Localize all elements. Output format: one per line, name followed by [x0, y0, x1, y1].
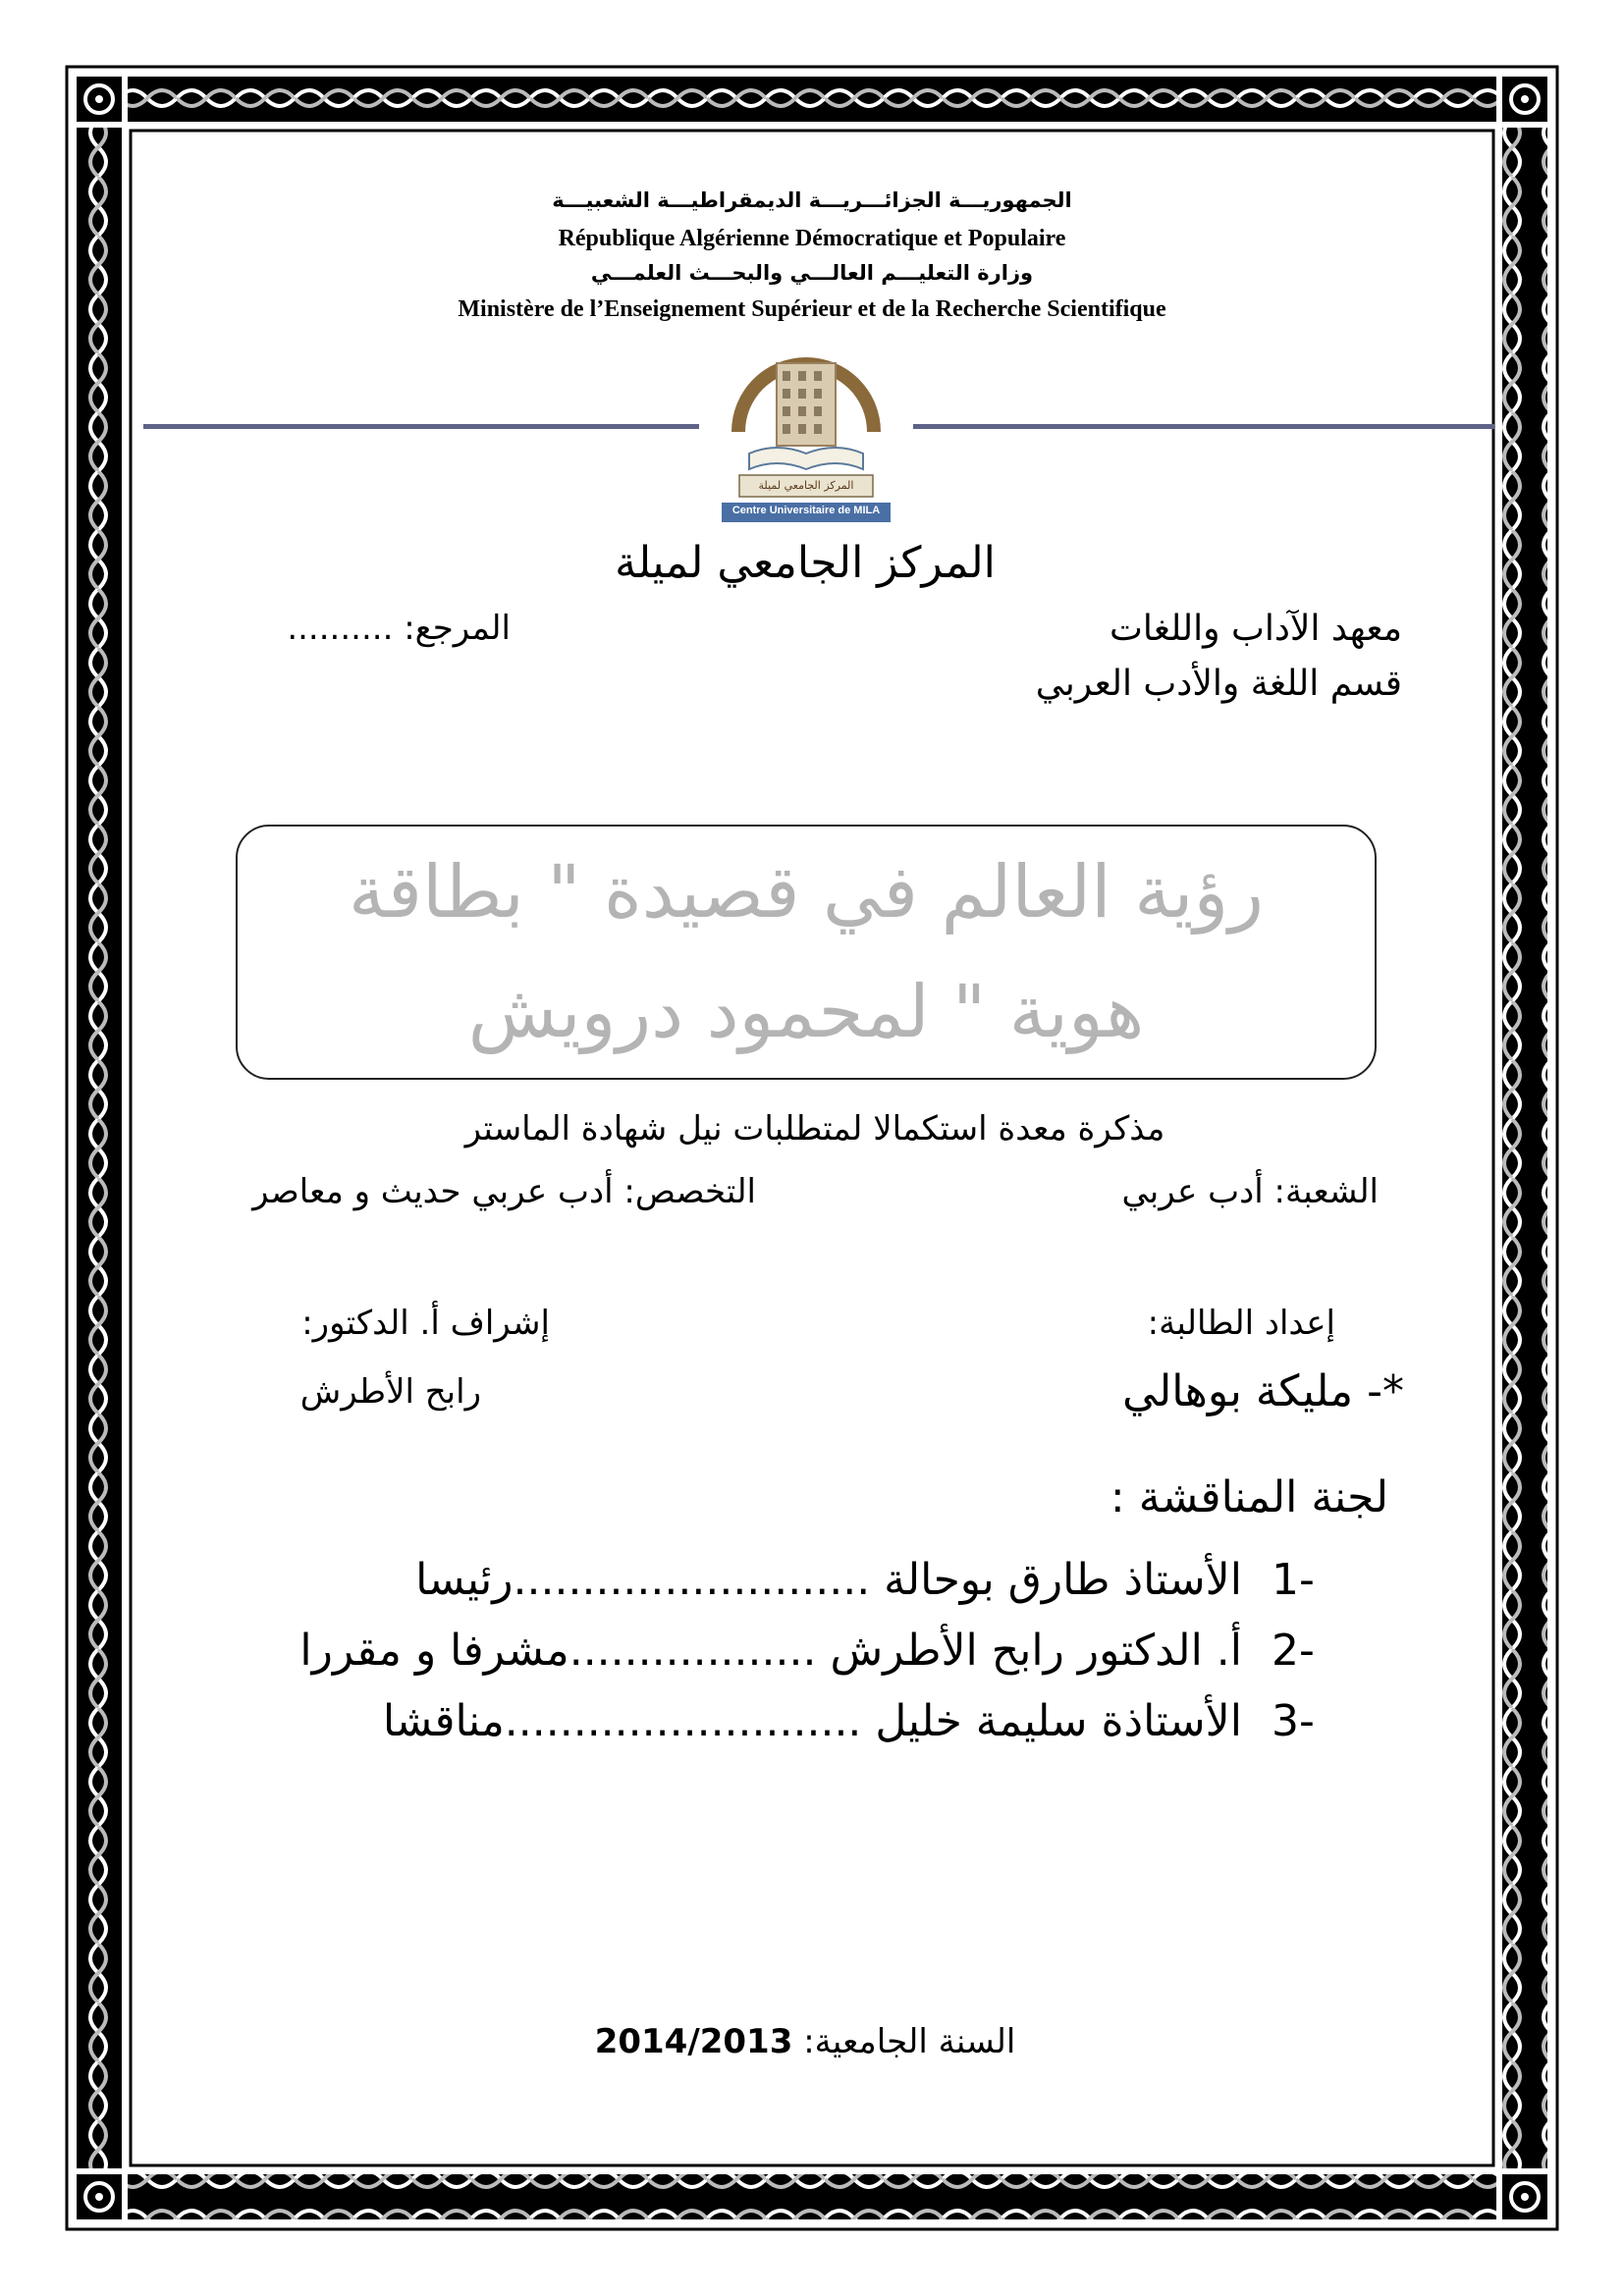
corner-ornament-icon	[77, 77, 122, 122]
jury-heading: لجنة المناقشة :	[1110, 1472, 1388, 1522]
corner-ornament-icon	[1502, 2174, 1547, 2219]
header-rule-right	[913, 424, 1494, 429]
student-label: إعداد الطالبة:	[1147, 1304, 1335, 1343]
student-name: *- مليكة بوهالي	[1122, 1366, 1404, 1416]
jury-member	[255, 1626, 1350, 1688]
jury-member-text: الأستاذة سليمة خليل ..........................مناقشا	[382, 1696, 1242, 1746]
header-rule-left	[143, 424, 699, 429]
border-bottom-band	[128, 2174, 1496, 2219]
jury-member	[255, 1555, 1350, 1618]
supervisor-label: إشراف أ. الدكتور:	[301, 1304, 550, 1343]
center-name: المركز الجامعي لميلة	[615, 538, 996, 588]
ministry-arabic: وزارة التعليـــم العالـــي والبحـــث العلمـــي	[590, 261, 1034, 285]
branch: الشعبة: أدب عربي	[1121, 1172, 1379, 1211]
thesis-title-box	[236, 825, 1377, 1080]
logo-caption: Centre Universitaire de MILA	[731, 505, 881, 516]
ministry-french: Ministère de l’Enseignement Supérieur et de la Recherche Scientifique	[458, 296, 1166, 322]
border-right-band	[1502, 128, 1547, 2168]
jury-member	[255, 1696, 1350, 1759]
border-top-band	[128, 77, 1496, 122]
border-left-band	[77, 128, 122, 2168]
logo-banner-text: المركز الجامعي لميلة	[758, 479, 854, 492]
jury-member-number: 2-	[1272, 1626, 1315, 1676]
university-building-logo-icon	[720, 338, 893, 526]
department-name: قسم اللغة والأدب العربي	[1035, 664, 1402, 704]
university-logo	[720, 338, 893, 526]
institute-name: معهد الآداب واللغات	[1110, 609, 1402, 649]
jury-member-number: 3-	[1272, 1696, 1315, 1746]
jury-member-number: 1-	[1272, 1555, 1315, 1605]
thesis-title-line-2: هوية " لمحمود درويش	[467, 970, 1145, 1054]
academic-year-label: السنة الجامعية:	[803, 2022, 1016, 2061]
thesis-title-line-1: رؤية العالم في قصيدة " بطاقة	[349, 850, 1264, 934]
academic-year	[491, 2022, 1119, 2061]
republic-arabic: الجمهوريـــة الجزائـــريـــة الديمقراطيـــة الشعبيـــة	[552, 188, 1072, 212]
specialty: التخصص: أدب عربي حديث و معاصر	[252, 1172, 756, 1211]
thesis-purpose: مذكرة معدة استكمالا لمتطلبات نيل شهادة الماستر	[464, 1109, 1165, 1148]
corner-ornament-icon	[1502, 77, 1547, 122]
supervisor-name: رابح الأطرش	[299, 1372, 481, 1412]
republic-french: République Algérienne Démocratique et Populaire	[558, 226, 1066, 251]
reference-number: المرجع: ..........	[287, 609, 511, 648]
corner-ornament-icon	[77, 2174, 122, 2219]
jury-member-text: أ. الدكتور رابح الأطرش ..................مشرفا و مقررا	[299, 1626, 1242, 1676]
jury-member-text: الأستاذ طارق بوحالة ..........................رئيسا	[415, 1555, 1242, 1605]
academic-year-value: 2014/2013	[594, 2022, 793, 2061]
